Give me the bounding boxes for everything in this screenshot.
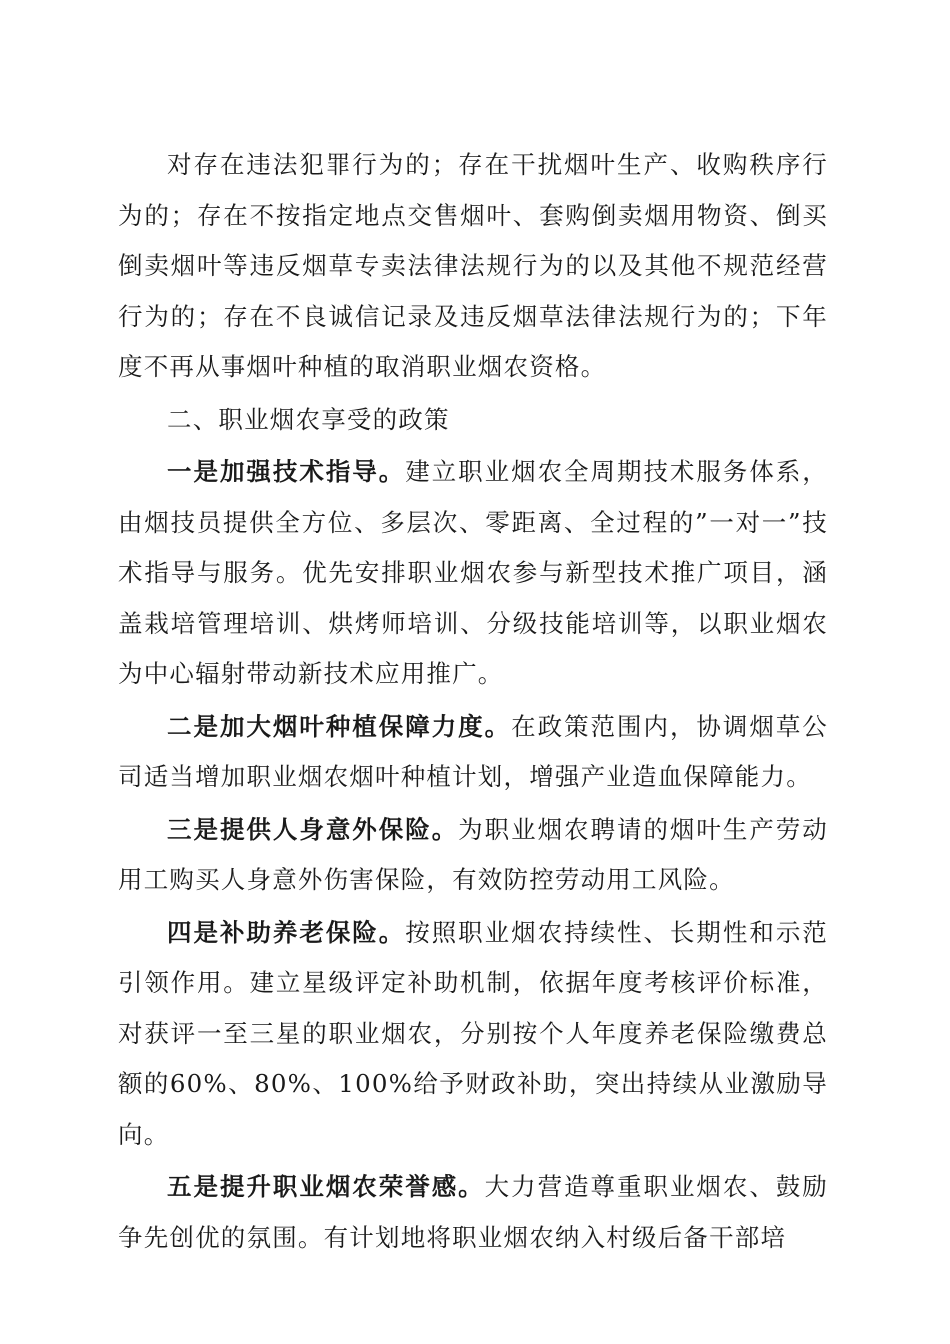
paragraph-disqualification: 对存在违法犯罪行为的；存在干扰烟叶生产、收购秩序行为的；存在不按指定地点交售烟叶、套购倒卖烟用物资、倒买倒卖烟叶等违反烟草专卖法律法规行为的以及其他不规范经营行为的；存在不良诚信记录及违反烟草法律法规行为的；下年度不再从事烟叶种植的取消职业烟农资格。: [118, 150, 828, 381]
policy-body-2: 在政策范围内，协调烟草公司适当增加职业烟农烟叶种植计划，增强产业造血保障能力。: [118, 711, 828, 791]
policy-lead-5: 五是提升职业烟农荣誉感。: [167, 1172, 485, 1201]
document-body: [118, 140, 828, 1263]
policy-paragraph-1: [118, 447, 828, 700]
policy-body-1: 建立职业烟农全周期技术服务体系，由烟技员提供全方位、多层次、零距离、全过程的”一对一”技术指导与服务。优先安排职业烟农参与新型技术推广项目，涵盖栽培管理培训、烘烤师培训、分级技能培训等，以职业烟农为中心辐射带动新技术应用推广。: [118, 457, 828, 688]
policy-lead-4: 四是补助养老保险。: [167, 917, 406, 947]
section-heading: 二、职业烟农享受的政策: [167, 404, 450, 434]
policy-body-3: 为职业烟农聘请的烟叶生产劳动用工购买人身意外伤害保险，有效防控劳动用工风险。: [118, 814, 828, 894]
policy-lead-2: 二是加大烟叶种植保障力度。: [167, 711, 512, 741]
policy-lead-1: 一是加强技术指导。: [167, 457, 406, 486]
policy-paragraph-5: [118, 1162, 828, 1263]
policy-body-5: 大力营造尊重职业烟农、鼓励争先创优的氛围。有计划地将职业烟农纳入村级后备干部培: [118, 1172, 828, 1252]
policy-paragraph-2: [118, 702, 828, 803]
policy-paragraph-4: [118, 908, 828, 1161]
policy-lead-3: 三是提供人身意外保险。: [167, 814, 459, 844]
policy-paragraph-3: [118, 805, 828, 906]
policy-body-4: 按照职业烟农持续性、长期性和示范引领作用。建立星级评定补助机制，依据年度考核评价标准，对获评一至三星的职业烟农，分别按个人年度养老保险缴费总额的60%、80%、100%给予财政补助，突出持续从业激励导向。: [118, 917, 828, 1149]
